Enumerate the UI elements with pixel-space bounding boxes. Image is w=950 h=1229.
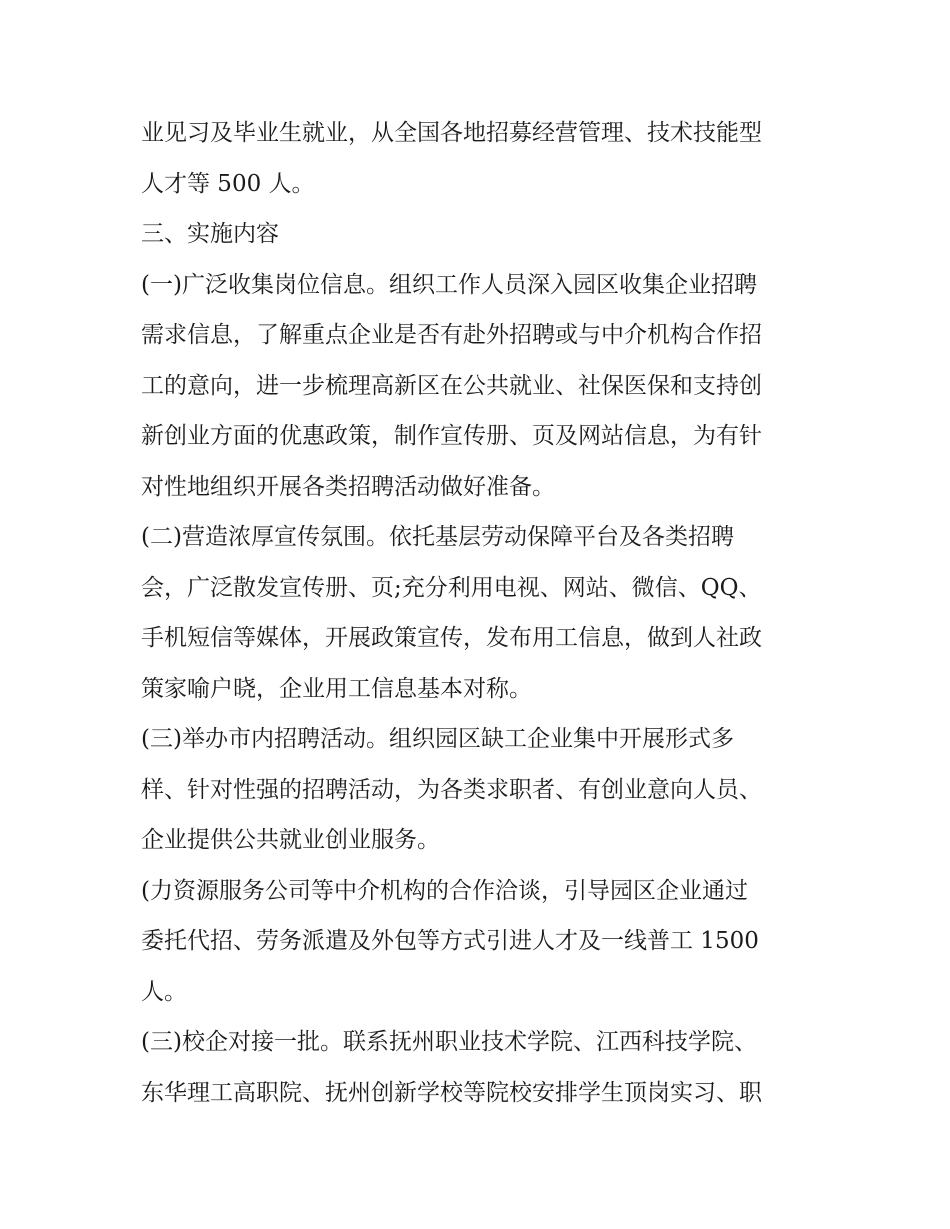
text-line: 对性地组织开展各类招聘活动做好准备。	[141, 473, 555, 500]
text-line: 东华理工高职院、抚州创新学校等院校安排学生顶岗实习、职	[141, 1079, 762, 1106]
text-line: 人才等 500 人。	[141, 170, 315, 197]
text-line: 委托代招、劳务派遣及外包等方式引进人才及一线普工 1500	[141, 928, 759, 954]
text-line: 新创业方面的优惠政策，制作宣传册、页及网站信息，为有针	[141, 423, 762, 449]
text-line: (力资源服务公司等中介机构的合作洽谈，引导园区企业通过	[141, 877, 748, 904]
text-line: 会，广泛散发宣传册、页;充分利用电视、网站、微信、QQ、	[141, 574, 762, 601]
text-line: 样、针对性强的招聘活动，为各类求职者、有创业意向人员、	[141, 776, 762, 803]
text-line: 人。	[141, 978, 187, 1005]
text-line: (一)广泛收集岗位信息。组织工作人员深入园区收集企业招聘	[141, 271, 757, 298]
text-line: 策家喻户晓，企业用工信息基本对称。	[141, 675, 532, 702]
text-line: 手机短信等媒体，开展政策宣传，发布用工信息，做到人社政	[141, 625, 762, 651]
text-line: 工的意向，进一步梳理高新区在公共就业、社保医保和支持创	[141, 372, 762, 399]
text-line: (三)举办市内招聘活动。组织园区缺工企业集中开展形式多	[141, 726, 734, 752]
text-line: (二)营造浓厚宣传氛围。依托基层劳动保障平台及各类招聘	[141, 524, 734, 550]
document-body	[141, 108, 821, 1118]
text-line: 业见习及毕业生就业，从全国各地招募经营管理、技术技能型	[141, 120, 762, 146]
text-line: 企业提供公共就业创业服务。	[141, 827, 440, 853]
section-heading: 三、实施内容	[141, 221, 279, 247]
text-line: 需求信息，了解重点企业是否有赴外招聘或与中介机构合作招	[141, 322, 762, 348]
text-line: (三)校企对接一批。联系抚州职业技术学院、江西科技学院、	[141, 1029, 757, 1055]
